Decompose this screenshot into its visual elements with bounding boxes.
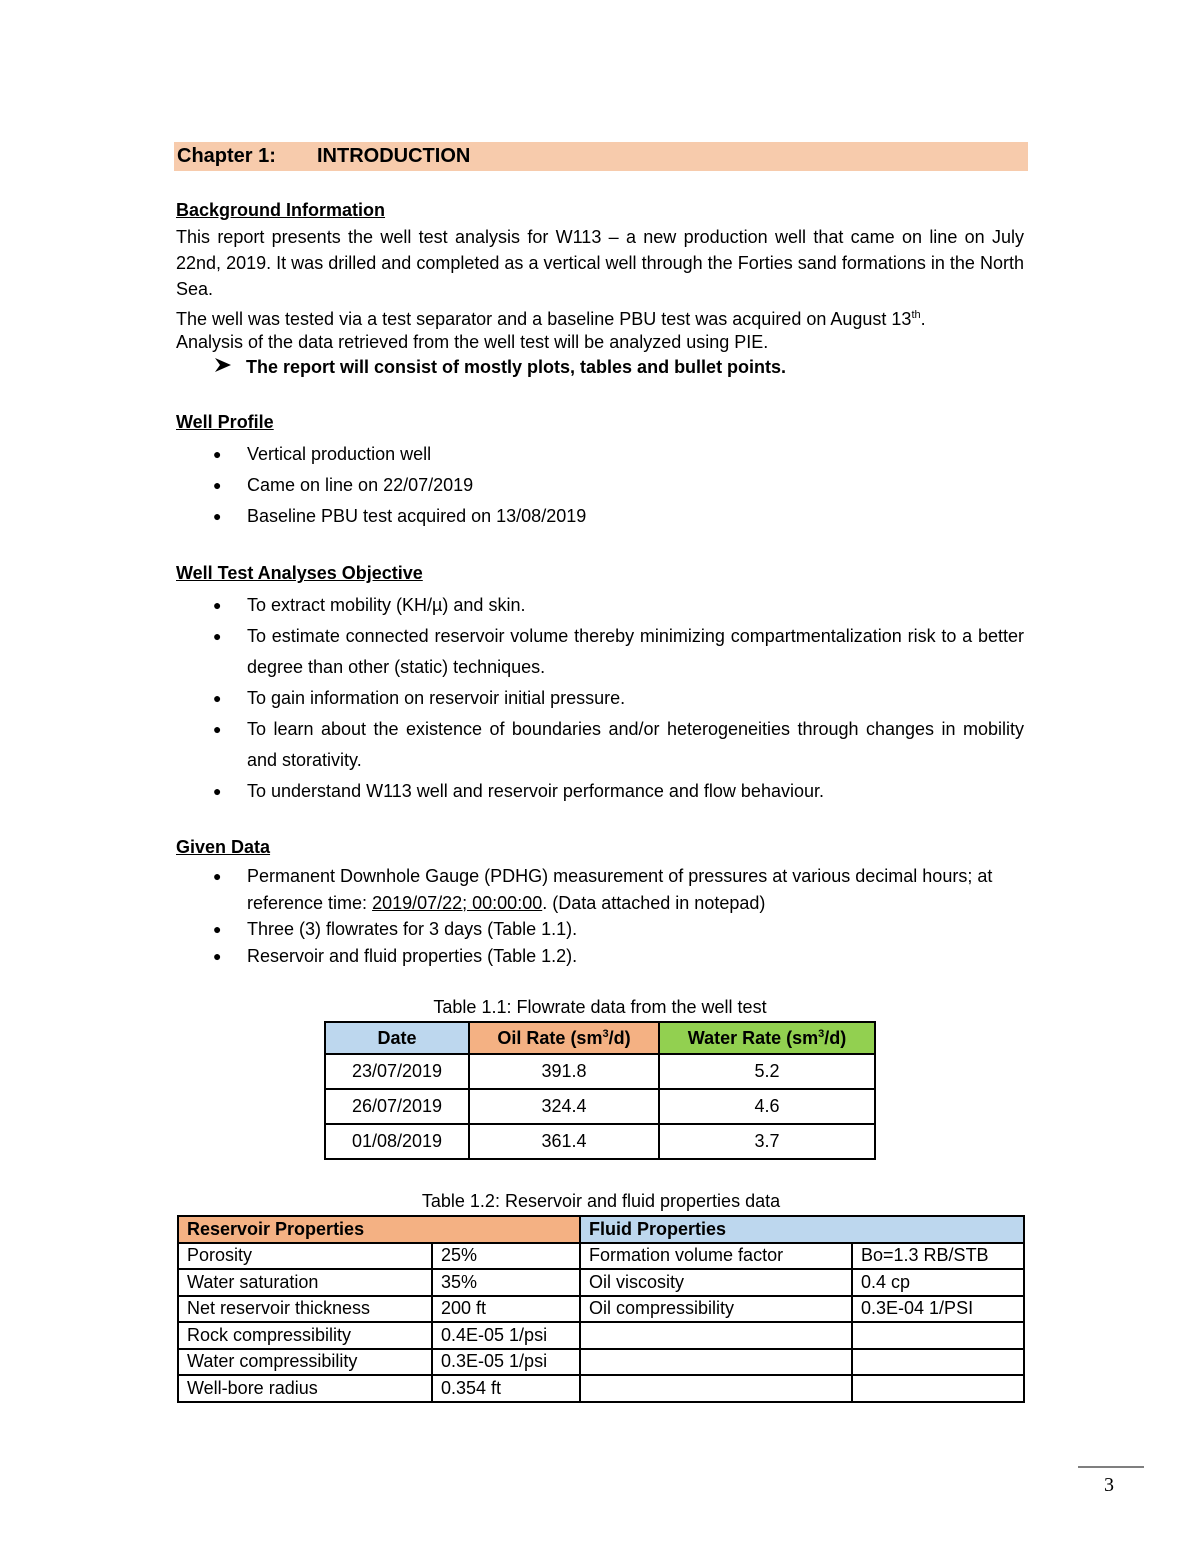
bullet-icon: ● [213, 597, 222, 613]
well-profile-heading: Well Profile [176, 412, 274, 432]
header-water-rate: Water Rate $(sm^3/d)$ [659, 1022, 875, 1054]
list-item: ● Permanent Downhole Gauge (PDHG) measurement of pressures at various decimal hours; at reference time: 2019/07/22; 00:00:00. (Data attached in notepad) [176, 863, 1024, 916]
key-point-text: The report will consist of mostly plots, tables and bullet points. [246, 357, 787, 377]
bullet-icon: ● [213, 446, 222, 462]
list-item: ● Baseline PBU test acquired on 13/08/2019 [176, 501, 1024, 532]
list-item: ● To extract mobility (KH/µ) and skin. [176, 590, 1024, 621]
chapter-title: INTRODUCTION [317, 145, 471, 167]
well-profile-list [176, 439, 1024, 532]
bullet-icon: ● [213, 477, 222, 493]
list-item: ● Three (3) flowrates for 3 days (Table 1.1). [176, 916, 1024, 943]
bullet-icon: ● [213, 947, 222, 964]
given-data-list [176, 863, 1024, 969]
list-item: ● To gain information on reservoir initial pressure. [176, 683, 1024, 714]
properties-table [177, 1215, 1025, 1403]
bullet-icon: ● [213, 690, 222, 706]
bullet-icon: ● [213, 721, 222, 737]
test-separator-period: . [920, 309, 926, 329]
background-heading: Background Information [176, 200, 386, 220]
table-header-row [325, 1022, 875, 1054]
list-item: ● Vertical production well [176, 439, 1024, 470]
objectives-heading: Well Test Analyses Objective [176, 563, 423, 583]
key-point [214, 357, 786, 378]
list-item: ● Came on line on 22/07/2019 [176, 470, 1024, 501]
test-separator-text: The well was tested via a test separator and a baseline PBU test was acquired on August 13 [176, 309, 912, 329]
table-row: Porosity 25% Formation volume factor Bo=1.3 RB/STB [178, 1243, 1024, 1270]
header-fluid-properties: Fluid Properties [580, 1216, 1024, 1243]
arrow-bullet-icon [214, 357, 246, 378]
table2-caption: Table 1.2: Reservoir and fluid properties data [421, 1191, 781, 1211]
superscript-th: th [911, 309, 921, 321]
list-item: ● To estimate connected reservoir volume thereby minimizing compartmentalization risk to a better degree than other (static) techniques. [176, 621, 1024, 683]
header-oil-rate: Oil Rate $(sm^3/d)$ [469, 1022, 659, 1054]
table-row: 26/07/2019 324.4 4.6 [325, 1089, 875, 1124]
table-row: Water compressibility 0.3E-05 1/psi [178, 1349, 1024, 1376]
bullet-icon: ● [213, 783, 222, 799]
chapter-number: Chapter 1: [177, 145, 276, 167]
objectives-list [176, 590, 1024, 807]
list-item: ● Reservoir and fluid properties (Table 1.2). [176, 943, 1024, 970]
table-row: Well-bore radius 0.354 ft [178, 1375, 1024, 1402]
given-data-heading: Given Data [176, 837, 271, 857]
bullet-icon: ● [213, 508, 222, 524]
flowrate-table [324, 1021, 876, 1160]
table-row: Rock compressibility 0.4E-05 1/psi [178, 1322, 1024, 1349]
bullet-icon: ● [213, 921, 222, 937]
analysis-paragraph: Analysis of the data retrieved from the well test will be analyzed using PIE. [176, 332, 769, 352]
bullet-icon: ● [213, 868, 222, 884]
list-item: ● To learn about the existence of boundaries and/or heterogeneities through changes in mobility and storativity. [176, 714, 1024, 776]
table-row: 23/07/2019 391.8 5.2 [325, 1054, 875, 1089]
page-number: 3 [1104, 1474, 1114, 1496]
footer-rule [1078, 1466, 1144, 1468]
chapter-header [174, 142, 1028, 171]
table-header-row [178, 1216, 1024, 1243]
table-row: Net reservoir thickness 200 ft Oil compressibility 0.3E-04 1/PSI [178, 1296, 1024, 1323]
header-reservoir-properties: Reservoir Properties [178, 1216, 580, 1243]
table-row: 01/08/2019 361.4 3.7 [325, 1124, 875, 1159]
header-date: Date [325, 1022, 469, 1054]
reference-time: 2019/07/22; 00:00:00 [372, 892, 543, 913]
list-item: ● To understand W113 well and reservoir performance and flow behaviour. [176, 776, 1024, 807]
table-row: Water saturation 35% Oil viscosity 0.4 cp [178, 1269, 1024, 1296]
bullet-icon: ● [213, 628, 222, 644]
table1-caption: Table 1.1: Flowrate data from the well test [433, 997, 767, 1017]
background-paragraph: This report presents the well test analysis for W113 – a new production well that came on line on July 22nd, 2019. It was drilled and completed as a vertical well through the Forties sand formations in the North Sea. [176, 227, 1024, 299]
test-separator-paragraph [176, 302, 1024, 332]
